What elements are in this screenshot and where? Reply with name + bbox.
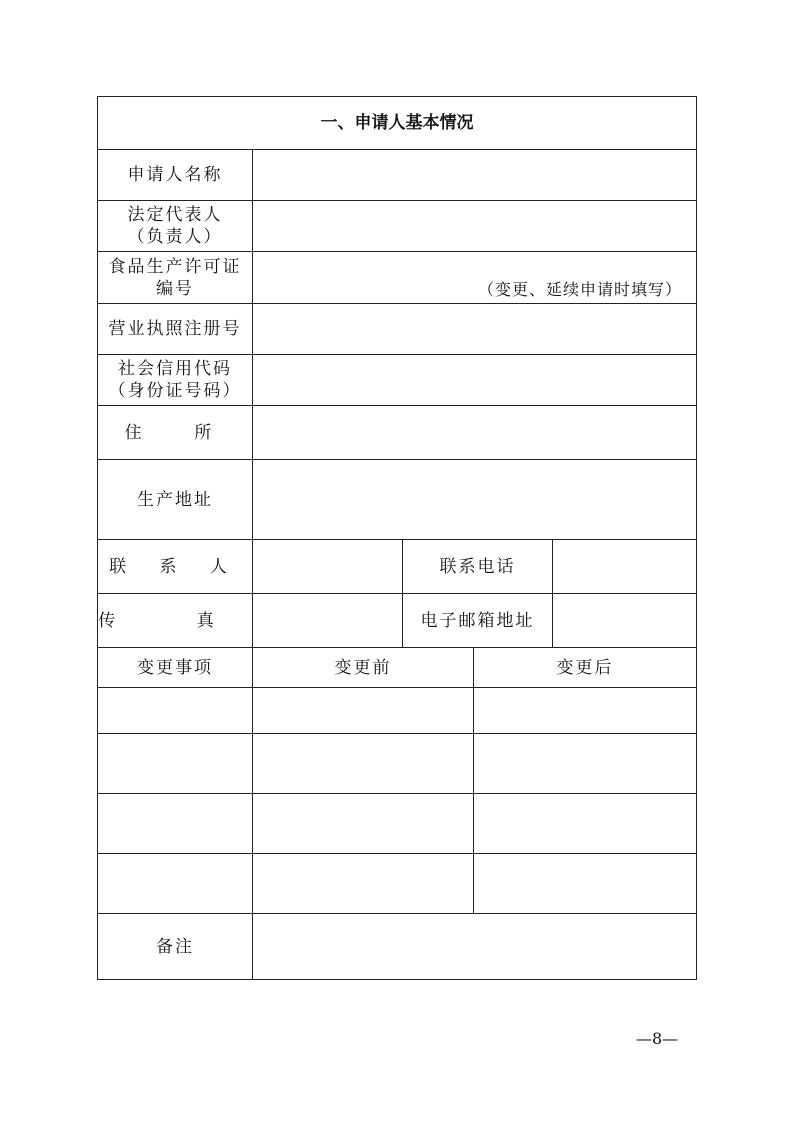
- license-no-label-line1: 食品生产许可证: [108, 256, 242, 277]
- residence-field[interactable]: [253, 406, 697, 460]
- change-item-cell[interactable]: [98, 794, 253, 854]
- applicant-name-field[interactable]: [253, 150, 697, 201]
- contact-person-label: 联 系 人: [98, 540, 253, 594]
- changes-header-item: 变更事项: [98, 648, 253, 688]
- license-no-label: [98, 252, 253, 304]
- legal-rep-field[interactable]: [253, 201, 697, 252]
- license-no-note: （变更、延续申请时填写）: [478, 280, 683, 299]
- change-item-cell[interactable]: [98, 734, 253, 794]
- change-row: [98, 854, 697, 914]
- remarks-label: 备注: [98, 914, 253, 980]
- fax-field[interactable]: [253, 594, 403, 648]
- change-after-cell[interactable]: [474, 688, 697, 734]
- credit-code-field[interactable]: [253, 355, 697, 406]
- legal-rep-label-line2: （负责人）: [127, 227, 223, 247]
- change-after-cell[interactable]: [474, 734, 697, 794]
- business-license-label: 营业执照注册号: [98, 304, 253, 355]
- contact-phone-field[interactable]: [553, 540, 697, 594]
- change-before-cell[interactable]: [253, 688, 474, 734]
- changes-header-after: 变更后: [474, 648, 697, 688]
- change-before-cell[interactable]: [253, 854, 474, 914]
- credit-code-label-line1: 社会信用代码: [118, 359, 232, 379]
- page-number: —8—: [636, 1029, 679, 1048]
- email-label: 电子邮箱地址: [403, 594, 553, 648]
- applicant-name-label: 申请人名称: [98, 150, 253, 201]
- residence-label: 住 所: [98, 406, 253, 460]
- production-address-label: 生产地址: [98, 460, 253, 540]
- production-address-field[interactable]: [253, 460, 697, 540]
- change-row: [98, 734, 697, 794]
- contact-phone-label: 联系电话: [403, 540, 553, 594]
- fax-label: 传 真: [98, 594, 253, 648]
- change-before-cell[interactable]: [253, 794, 474, 854]
- section-title: 一、申请人基本情况: [98, 97, 697, 150]
- remarks-field[interactable]: [253, 914, 697, 980]
- credit-code-label-line2: （身份证号码）: [108, 381, 242, 401]
- contact-person-field[interactable]: [253, 540, 403, 594]
- license-no-label-line2: 编号: [156, 278, 194, 299]
- license-no-field[interactable]: [253, 252, 697, 304]
- applicant-info-form: [97, 96, 697, 980]
- legal-rep-label-line1: 法定代表人: [127, 205, 223, 225]
- change-after-cell[interactable]: [474, 854, 697, 914]
- change-before-cell[interactable]: [253, 734, 474, 794]
- change-item-cell[interactable]: [98, 688, 253, 734]
- change-row: [98, 688, 697, 734]
- credit-code-label: [98, 355, 253, 406]
- changes-header-before: 变更前: [253, 648, 474, 688]
- change-item-cell[interactable]: [98, 854, 253, 914]
- change-after-cell[interactable]: [474, 794, 697, 854]
- legal-rep-label: [98, 201, 253, 252]
- change-row: [98, 794, 697, 854]
- business-license-field[interactable]: [253, 304, 697, 355]
- email-field[interactable]: [553, 594, 697, 648]
